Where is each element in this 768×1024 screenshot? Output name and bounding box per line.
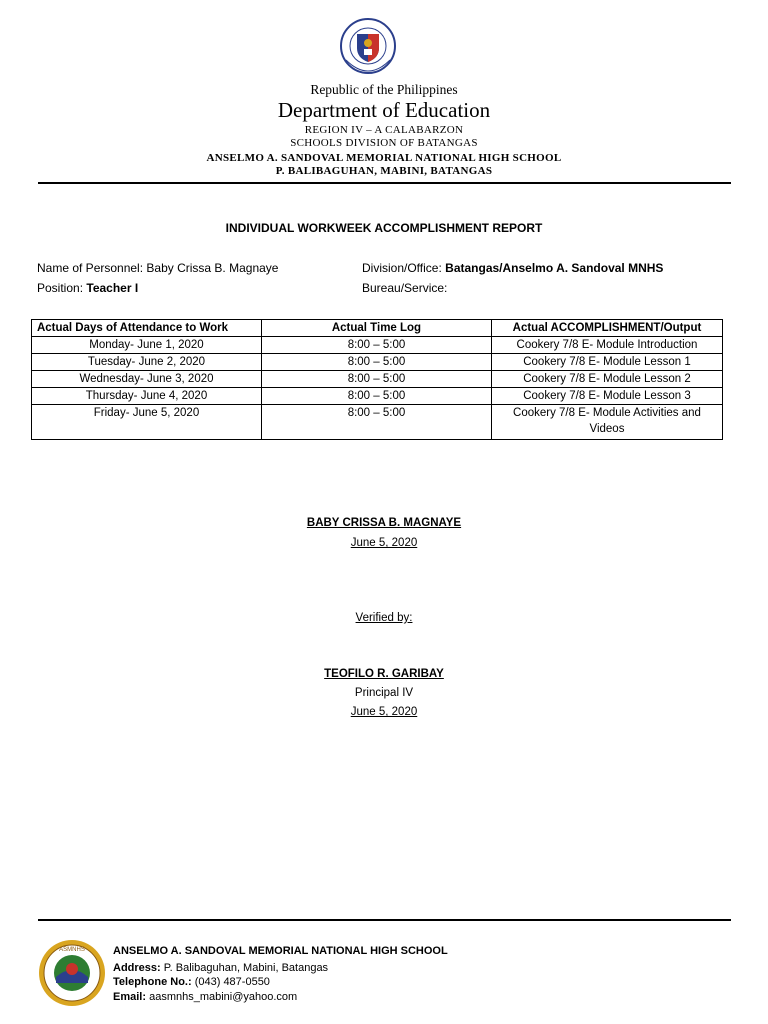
footer-address-value: P. Balibaguhan, Mabini, Batangas bbox=[163, 962, 329, 974]
footer-school-name: ANSELMO A. SANDOVAL MEMORIAL NATIONAL HIGH SCHOOL bbox=[113, 945, 448, 957]
position-label: Position: bbox=[37, 281, 84, 295]
footer-phone-line bbox=[113, 976, 270, 988]
row-time-log: 8:00 – 5:00 bbox=[261, 371, 491, 388]
school-address-heading: P. BALIBAGUHAN, MABINI, BATANGAS bbox=[275, 165, 493, 177]
bureau-line bbox=[362, 281, 447, 295]
row-day: Tuesday- June 2, 2020 bbox=[32, 354, 262, 371]
division-value: Batangas/Anselmo A. Sandoval MNHS bbox=[445, 261, 664, 275]
signatory-name: BABY CRISSA B. MAGNAYE bbox=[306, 517, 462, 529]
school-seal-logo bbox=[38, 939, 106, 1007]
row-time-log: 8:00 – 5:00 bbox=[261, 405, 491, 440]
row-day: Wednesday- June 3, 2020 bbox=[32, 371, 262, 388]
row-accomplishment: Cookery 7/8 E- Module Introduction bbox=[491, 337, 722, 354]
row-accomplishment: Cookery 7/8 E- Module Lesson 3 bbox=[491, 388, 722, 405]
column-header-days: Actual Days of Attendance to Work bbox=[32, 320, 262, 337]
verifier-name: TEOFILO R. GARIBAY bbox=[324, 668, 444, 680]
position-line bbox=[37, 281, 138, 295]
footer-phone-value: (043) 487-0550 bbox=[194, 976, 270, 988]
footer-email-line bbox=[113, 991, 297, 1003]
school-heading: ANSELMO A. SANDOVAL MEMORIAL NATIONAL HIGH SCHOOL bbox=[206, 152, 562, 164]
row-day: Monday- June 1, 2020 bbox=[32, 337, 262, 354]
footer-phone-label: Telephone No.: bbox=[113, 976, 192, 988]
personnel-line bbox=[37, 261, 278, 275]
table-row bbox=[32, 371, 723, 388]
division-label: Division/Office: bbox=[362, 261, 442, 275]
verifier-date: June 5, 2020 bbox=[350, 706, 418, 718]
table-row bbox=[32, 405, 723, 440]
table-row bbox=[32, 337, 723, 354]
row-accomplishment: Cookery 7/8 E- Module Lesson 2 bbox=[491, 371, 722, 388]
verified-by-label: Verified by: bbox=[355, 612, 413, 624]
column-header-time-log: Actual Time Log bbox=[261, 320, 491, 337]
row-time-log: 8:00 – 5:00 bbox=[261, 337, 491, 354]
column-header-accomplishment: Actual ACCOMPLISHMENT/Output bbox=[491, 320, 722, 337]
personnel-value: Baby Crissa B. Magnaye bbox=[146, 261, 279, 275]
verifier-title: Principal IV bbox=[354, 687, 414, 699]
department-heading: Department of Education bbox=[277, 98, 491, 122]
table-row bbox=[32, 388, 723, 405]
footer-address-line bbox=[113, 962, 328, 974]
row-day: Friday- June 5, 2020 bbox=[32, 405, 262, 440]
report-title: INDIVIDUAL WORKWEEK ACCOMPLISHMENT REPORT bbox=[225, 221, 543, 235]
republic-heading: Republic of the Philippines bbox=[310, 82, 458, 97]
bureau-label: Bureau/Service: bbox=[362, 281, 448, 295]
position-value: Teacher I bbox=[86, 281, 139, 295]
header-divider bbox=[38, 182, 731, 184]
row-accomplishment: Cookery 7/8 E- Module Lesson 1 bbox=[491, 354, 722, 371]
table-row bbox=[32, 354, 723, 371]
region-heading: REGION IV – A CALABARZON bbox=[304, 124, 464, 136]
row-time-log: 8:00 – 5:00 bbox=[261, 388, 491, 405]
table-header-row bbox=[32, 320, 723, 337]
row-day: Thursday- June 4, 2020 bbox=[32, 388, 262, 405]
division-heading: SCHOOLS DIVISION OF BATANGAS bbox=[290, 137, 478, 149]
signatory-date: June 5, 2020 bbox=[350, 537, 418, 549]
division-line bbox=[362, 261, 663, 275]
school-seal-text: ASMNHS bbox=[59, 947, 85, 953]
footer-divider bbox=[38, 919, 731, 921]
row-accomplishment: Cookery 7/8 E- Module Activities and Videos bbox=[491, 405, 722, 440]
footer-email-value: aasmnhs_mabini@yahoo.com bbox=[149, 991, 298, 1003]
footer-address-label: Address: bbox=[113, 962, 161, 974]
deped-seal-logo bbox=[340, 16, 396, 80]
row-time-log: 8:00 – 5:00 bbox=[261, 354, 491, 371]
footer-email-label: Email: bbox=[113, 991, 147, 1003]
personnel-label: Name of Personnel: bbox=[37, 261, 144, 275]
attendance-table bbox=[31, 319, 723, 440]
